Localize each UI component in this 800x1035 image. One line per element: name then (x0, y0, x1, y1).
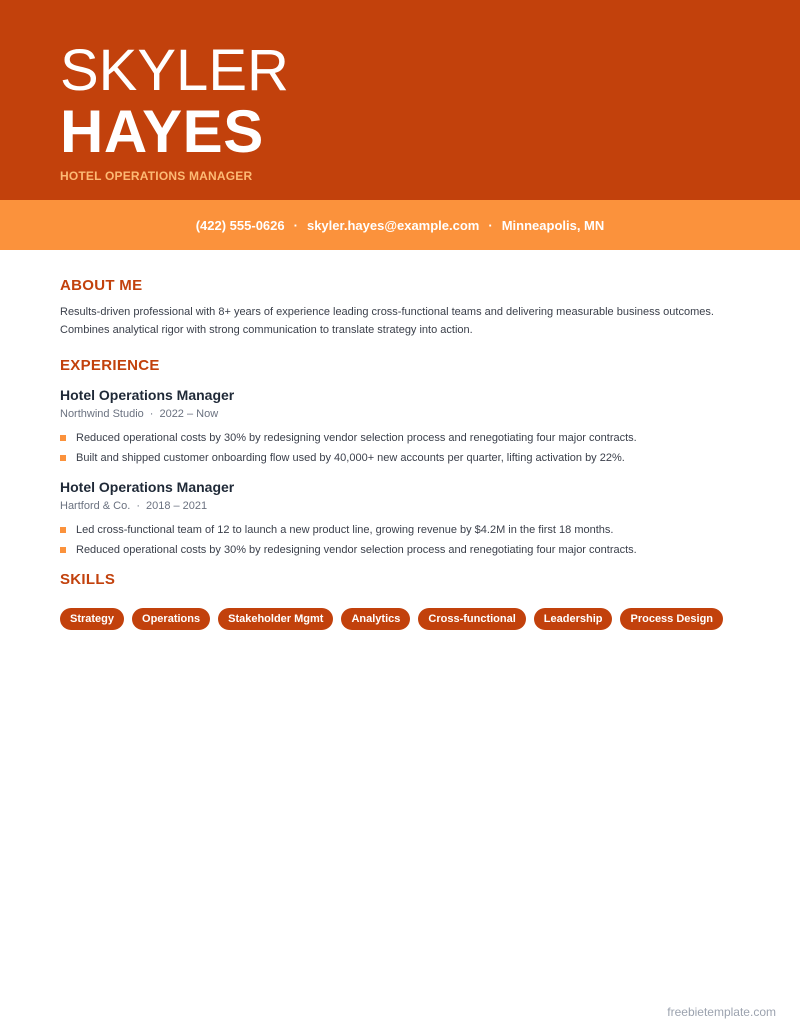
job-meta (60, 407, 750, 421)
header-banner (0, 0, 800, 200)
bullet-square-icon (60, 455, 66, 461)
about-text: Results-driven professional with 8+ years of experience leading cross-functional teams and delivering measurable business outcomes. Combines analytical rigor with strong communication to translate strategy into action. (60, 306, 714, 336)
bullet-text: Led cross-functional team of 12 to launch a new product line, growing revenue by $4.2M in the first 18 months. (76, 524, 614, 536)
experience-section-title: EXPERIENCE (60, 357, 160, 374)
bullet-square-icon (60, 435, 66, 441)
contact-bar (0, 200, 800, 250)
job-role: Hotel Operations Manager (60, 479, 235, 495)
skill-chip: Stakeholder Mgmt (218, 608, 333, 630)
job-title: HOTEL OPERATIONS MANAGER (60, 169, 253, 183)
job-dates: 2018 – 2021 (145, 500, 208, 512)
job-meta (60, 499, 750, 513)
skill-chip: Leadership (534, 608, 613, 630)
contact-phone[interactable]: (422) 555-0626 (195, 217, 285, 233)
footer-credit[interactable]: freebietemplate.com (667, 1005, 776, 1019)
bullet-item (60, 431, 750, 445)
contact-separator: · (488, 217, 493, 233)
job-bullets (60, 523, 750, 557)
skills-list (60, 608, 723, 630)
skill-chip: Cross-functional (418, 608, 525, 630)
bullet-text: Built and shipped customer onboarding flow used by 40,000+ new accounts per quarter, lifting activation by 22%. (76, 452, 625, 464)
job-role: Hotel Operations Manager (60, 387, 235, 403)
bullet-square-icon (60, 527, 66, 533)
contact-separator: · (293, 217, 298, 233)
bullet-item (60, 451, 750, 465)
bullet-item (60, 523, 750, 537)
job-bullets (60, 431, 750, 465)
first-name: SKYLER (60, 38, 289, 103)
skill-chip: Process Design (620, 608, 723, 630)
meta-separator: · (149, 408, 154, 420)
job-dates: 2022 – Now (159, 408, 219, 420)
skill-chip: Strategy (60, 608, 124, 630)
contact-email[interactable]: skyler.hayes@example.com (306, 217, 480, 233)
contact-location: Minneapolis, MN (501, 217, 605, 233)
about-section-title: ABOUT ME (60, 277, 143, 294)
meta-separator: · (136, 500, 140, 512)
bullet-text: Reduced operational costs by 30% by redesigning vendor selection process and renegotiating four major contracts. (76, 544, 637, 556)
bullet-item (60, 543, 750, 557)
bullet-square-icon (60, 547, 66, 553)
experience-entry (60, 478, 750, 563)
skill-chip: Analytics (341, 608, 410, 630)
last-name: HAYES (60, 98, 264, 165)
experience-entry (60, 386, 750, 471)
skills-section-title: SKILLS (60, 571, 116, 588)
job-company: Hartford & Co. (60, 500, 131, 512)
job-company: Northwind Studio (60, 408, 144, 420)
bullet-text: Reduced operational costs by 30% by redesigning vendor selection process and renegotiating four major contracts. (76, 432, 637, 444)
skill-chip: Operations (132, 608, 210, 630)
